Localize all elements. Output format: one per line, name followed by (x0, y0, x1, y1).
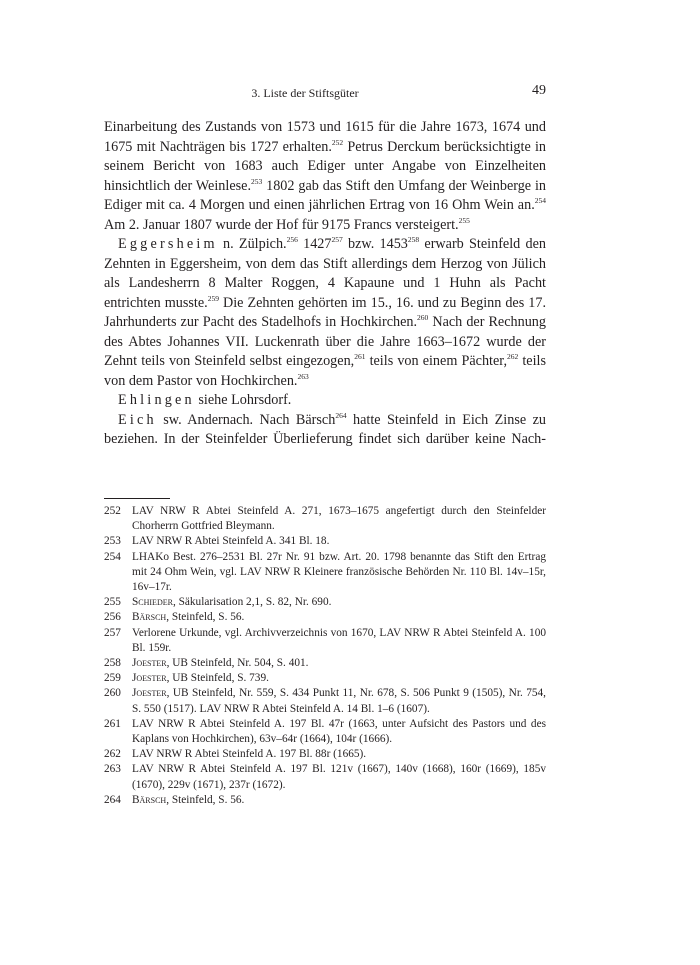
footnote-ref[interactable]: 258 (407, 235, 420, 244)
text-run: Am 2. Januar 1807 wurde der Hof für 9175 Francs versteigert. (104, 216, 459, 233)
footnote-text: LHAKo Best. 276–2531 Bl. 27r Nr. 91 bzw. Art. 20. 1798 benannte das Stift den Ertrag mit 24 Ohm Wein, vgl. LAV NRW R Kleinere französische Behörden Nr. 110 Bl. 14v–15r, 16v–17r. (132, 550, 546, 594)
footnote-number: 263 (104, 763, 121, 776)
place-name: Eggersheim (118, 236, 218, 252)
footnote-author: Joester (132, 672, 167, 685)
footnote-text: , UB Steinfeld, Nr. 504, S. 401. (166, 657, 309, 670)
text-run: erwarb Steinfeld den Zehnten in Eggersheim, von dem das Stift allerdings dem Herzog von Jülich als Landesherrn 8 Malter Roggen, 4 Kapaune und 1 Huhn als Pacht entrichten musste. (104, 236, 546, 311)
footnote (104, 656, 546, 671)
footnote-ref[interactable]: 252 (331, 137, 344, 147)
footnote-number: 254 (104, 550, 121, 563)
text-run: 1802 gab das Stift den Umfang der Weinberge in Ediger mit ca. 4 Morgen und einen jährlichen Ertrag von 16 Ohm Wein an. (104, 177, 547, 213)
footnote (104, 504, 546, 534)
footnote-ref[interactable]: 257 (331, 235, 343, 244)
paragraph-ediger-continued (104, 118, 546, 235)
running-head: 3. Liste der Stiftsgüter (251, 86, 359, 100)
footnote-number: 258 (104, 657, 121, 670)
footnote-text: LAV NRW R Abtei Steinfeld A. 197 Bl. 88r (1665). (132, 748, 367, 761)
footnote-text: , Steinfeld, S. 56. (166, 793, 245, 806)
footnote-text: LAV NRW R Abtei Steinfeld A. 341 Bl. 18. (132, 535, 330, 548)
footnote (104, 686, 546, 716)
place-name: Ehlingen (118, 392, 195, 408)
footnote (104, 671, 546, 686)
text-run: sw. Andernach. Nach Bärsch (156, 411, 336, 428)
footnote (104, 793, 546, 808)
text-run: Die Zehnten gehörten im 15., 16. und zu Beginn des 17. Jahrhunderts zur Pacht des Stadelhofs in Hochkirchen. (104, 294, 546, 330)
text-run: teils von einem Pächter, (365, 353, 507, 369)
footnote-number: 259 (104, 672, 121, 685)
footnote-ref[interactable]: 255 (458, 215, 470, 225)
footnote-ref[interactable]: 254 (534, 196, 546, 205)
footnote-ref[interactable]: 261 (354, 352, 366, 361)
footnote-ref[interactable]: 260 (417, 313, 429, 322)
text-run: hatte Steinfeld in Eich Zinse zu beziehen. In der Steinfelder Überlieferung findet sich darüber keine Nach- (104, 411, 546, 447)
footnote (104, 747, 546, 762)
footnote-ref[interactable]: 259 (207, 293, 219, 303)
paragraph-eich (104, 411, 546, 450)
footnote (104, 717, 546, 747)
text-run: Petrus Derckum berücksichtigte in seinem Bericht von 1683 auch Ediger unter Angabe von Einzelheiten hinsichtlich der Weinlese. (104, 138, 546, 194)
footnote-text: , Säkularisation 2,1, S. 82, Nr. 690. (172, 596, 332, 609)
footnote (104, 550, 546, 596)
footnote-author: Schieder (132, 596, 173, 609)
footnote-separator (104, 498, 170, 499)
footnote-text: LAV NRW R Abtei Steinfeld A. 197 Bl. 47r (1663, unter Aufsicht des Pastors und des Kaplans von Hochkirchen), 63v–64r (1664), 104r (1666). (132, 717, 546, 746)
page-number: 49 (532, 83, 546, 98)
footnote (104, 595, 546, 610)
footnote-ref[interactable]: 263 (297, 371, 309, 381)
footnote-text: LAV NRW R Abtei Steinfeld A. 271, 1673–1675 angefertigt durch den Steinfelder Chorherrn Gottfried Bleymann. (132, 505, 546, 533)
footnote-number: 257 (104, 626, 121, 639)
text-run: Einarbeitung des Zustands von 1573 und 1615 für die Jahre 1673, 1674 und 1675 mit Nachträgen bis 1727 erhalten. (104, 119, 546, 155)
footnotes (104, 504, 546, 808)
text-run: siehe Lohrsdorf. (194, 392, 292, 408)
footnote-text: , Steinfeld, S. 56. (166, 611, 245, 624)
footnote-number: 253 (104, 535, 121, 548)
footnote-number: 262 (104, 748, 121, 761)
footnote-number: 255 (104, 596, 121, 609)
footnote (104, 762, 546, 792)
text-run: 1427 (297, 236, 332, 252)
text-run: n. Zülpich. (217, 236, 287, 252)
footnote-text: Verlorene Urkunde, vgl. Archivverzeichnis von 1670, LAV NRW R Abtei Steinfeld A. 100 Bl. 159r. (132, 626, 546, 654)
footnote (104, 610, 546, 625)
text-run: bzw. 1453 (342, 236, 408, 252)
footnote-ref[interactable]: 253 (251, 176, 263, 186)
page-header (104, 81, 546, 101)
place-name: Eich (118, 411, 157, 428)
footnote-number: 261 (104, 717, 121, 730)
text-run: teils von dem Pastor von Hochkirchen. (104, 353, 546, 389)
footnote-text: , UB Steinfeld, Nr. 559, S. 434 Punkt 11, Nr. 678, S. 506 Punkt 9 (1505), Nr. 754, S. 550 (1517). LAV NRW R Abtei Steinfeld A. 14 Bl. 1–6 (1607). (132, 687, 546, 715)
footnote-ref[interactable]: 262 (507, 352, 519, 361)
footnote-number: 264 (104, 793, 121, 806)
paragraph-ehlingen (104, 391, 546, 411)
paragraph-eggersheim (104, 235, 546, 391)
footnote-author: Bärsch (132, 793, 167, 806)
footnote-author: Joester (132, 687, 167, 700)
main-text (104, 118, 546, 450)
footnote-author: Bärsch (132, 611, 167, 624)
footnote-number: 252 (104, 505, 121, 517)
footnote-number: 256 (104, 611, 121, 624)
footnote-text: , UB Steinfeld, S. 739. (166, 672, 269, 685)
footnote-author: Joester (132, 657, 167, 670)
footnote-text: LAV NRW R Abtei Steinfeld A. 197 Bl. 121v (1667), 140v (1668), 160r (1669), 185v (1670), 229v (1671), 237r (1672). (132, 763, 546, 791)
footnote-ref[interactable]: 256 (286, 235, 298, 244)
footnote (104, 626, 546, 656)
text-run: Nach der Rechnung des Abtes Johannes VII. Luckenrath über die Jahre 1663–1672 wurde der Zehnt teils von Steinfeld selbst eingezogen, (104, 314, 546, 369)
footnote-ref[interactable]: 264 (335, 410, 347, 420)
footnote-number: 260 (104, 687, 121, 700)
footnote (104, 534, 546, 549)
